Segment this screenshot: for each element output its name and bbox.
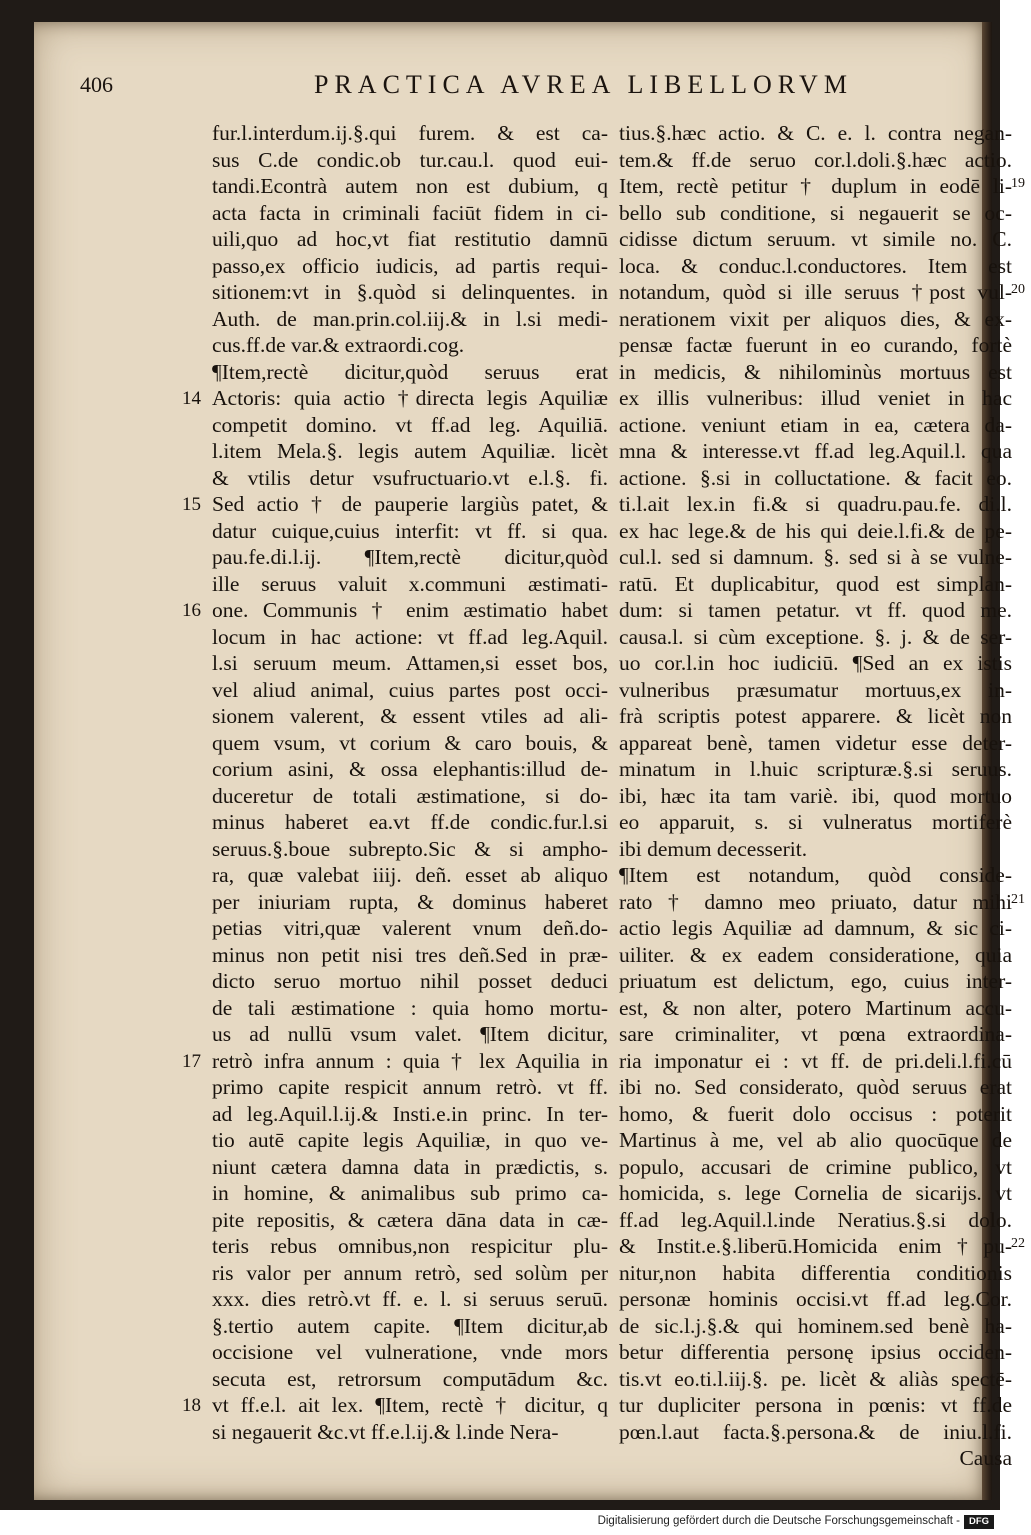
left-line: competit domino. vt ff.ad leg. Aquiliā. [212, 412, 608, 437]
left-line: uili,quo ad hoc,vt fiat restitutio damnū [212, 227, 608, 251]
right-line: in medicis, & nihilominùs mortuus est [619, 359, 1012, 384]
right-line: tem.& ff.de seruo cor.l.doli.§.hæc actio. [619, 147, 1012, 172]
left-line: tandi.Econtrà autem non est dubium, q [212, 174, 608, 198]
right-line: pensæ factæ fuerunt in eo curando, fortè [619, 333, 1012, 357]
footer-credit: Digitalisierung gefördert durch die Deutsche Forschungsgemeinschaft - [597, 1515, 960, 1527]
left-line: in homine, & animalibus sub primo ca- [212, 1181, 608, 1205]
running-head [74, 64, 934, 104]
left-line: sionem valerent, & essent vtiles ad ali- [212, 704, 608, 728]
left-line: dicto seruo mortuo nihil posset deduci [212, 969, 608, 993]
left-margin-number: 14 [182, 388, 201, 409]
left-line: one. Communis † enim æstimatio habet [212, 598, 608, 622]
left-line: per iniuriam rupta, & dominus haberet [212, 889, 608, 914]
page-number: 406 [80, 72, 113, 97]
right-line: minatum in l.huic scripturæ.§.si seruus. [619, 757, 1012, 781]
right-line: notandum, quòd si ille seruus †post vul- [619, 280, 1012, 304]
left-line: vt ff.e.l. ait lex. ¶Item, rectè † dicitur, q [212, 1393, 608, 1417]
right-line: actione. §.si in colluctatione. & facit eo. [619, 465, 1012, 490]
right-line: mna & interesse.vt ff.ad leg.Aquil.l. qua [619, 439, 1012, 463]
right-line: loca. & conduc.l.conductores. Item est [619, 253, 1012, 278]
right-line: pœn.l.aut facta.§.persona.& de iniu.l.fi. [619, 1419, 1012, 1444]
catchword: Causa [959, 1446, 1012, 1470]
right-line: ratū. Et duplicabitur, quod est simplan- [619, 571, 1012, 596]
right-line: personæ hominis occisi.vt ff.ad leg.Cor. [619, 1287, 1012, 1311]
left-line: & vtilis detur vsufructuario.vt e.l.§. fi. [212, 465, 608, 490]
left-line: acta facta in criminali faciūt fidem in ci- [212, 200, 608, 225]
left-line: l.item Mela.§. legis autem Aquiliæ. licèt [212, 439, 608, 463]
left-line: de tali æstimatione : quia homo mortu- [212, 995, 608, 1020]
left-line: Actoris: quia actio †directa legis Aquiliæ [212, 386, 608, 410]
right-line: uo cor.l.in hoc iudiciū. ¶Sed an ex istis [619, 651, 1012, 675]
right-line: cul.l. sed si damnum. §. sed si à se vulne- [619, 545, 1012, 569]
left-line: quem vsum, vt corium & caro bouis, & [212, 730, 608, 755]
right-line: rato † damno meo priuato, datur mihi [619, 889, 1012, 914]
right-line: betur differentia personę ipsius occiden- [619, 1340, 1012, 1364]
right-margin-number: 20 [1011, 282, 1025, 297]
left-line: ¶Item,rectè dicitur,quòd seruus erat [212, 359, 608, 384]
left-line: datur cuique,cuius interfit: vt ff. si qua. [212, 518, 608, 543]
left-line: l.si seruum meum. Attamen,si esset bos, [212, 651, 608, 675]
left-line: §.tertio autem capite. ¶Item dicitur,ab [212, 1313, 608, 1338]
left-line: teris rebus omnibus,non respicitur plu- [212, 1234, 608, 1258]
right-line: sare criminaliter, vt pœna extraordina- [619, 1022, 1012, 1046]
right-line: dum: si tamen petatur. vt ff. quod me. [619, 598, 1012, 622]
right-line: de sic.l.j.§.& qui hominem.sed benè ha- [619, 1313, 1012, 1338]
left-line: ad leg.Aquil.l.ij.& Insti.e.in princ. In ter- [212, 1101, 608, 1126]
left-line: Auth. de man.prin.col.iij.& in l.si medi- [212, 306, 608, 331]
left-line: pite repositis, & cætera dāna data in cæ- [212, 1207, 608, 1232]
right-margin-number: 21 [1011, 891, 1025, 907]
right-line: ria imponatur ei : vt ff. de pri.deli.l.fi.cū [619, 1048, 1012, 1073]
right-line: ti.l.ait lex.in fi.& si quadru.pau.fe. di.l. [619, 492, 1012, 516]
left-line: si negauerit &c.vt ff.e.l.ij.& l.inde Nera- [212, 1419, 559, 1444]
left-line: fur.l.interdum.ij.§.qui furem. & est ca- [212, 121, 608, 145]
right-line: causa.l. si cùm exceptione. §. j. & de ser- [619, 624, 1012, 649]
left-line: petias vitri,quæ valerent vnum deñ.do- [212, 916, 608, 940]
right-line: ff.ad leg.Aquil.l.inde Neratius.§.si dolo. [619, 1207, 1012, 1232]
left-line: sus C.de condic.ob tur.cau.l. quod eui- [212, 147, 608, 172]
right-line: actio legis Aquiliæ ad damnum, & sic ci- [619, 916, 1012, 940]
right-line: uiliter. & ex eadem consideratione, quia [619, 942, 1012, 967]
right-line: ex illis vulneribus: illud veniet in hac [619, 386, 1012, 410]
left-margin-number: 16 [182, 600, 201, 621]
running-title: PRACTICA AVREA LIBELLORVM [314, 70, 853, 99]
right-line: bello sub conditione, si negauerit se oc- [619, 200, 1012, 225]
right-line: ibi, hæc ita tam variè. ibi, quod mortuo [619, 783, 1012, 808]
right-line: tis.vt eo.ti.l.iij.§. pe. licèt & aliàs spectē- [619, 1366, 1012, 1391]
left-line: occisione vel vulneratione, vnde mors [212, 1340, 608, 1364]
right-line: nitur,non habita differentia conditionis [619, 1260, 1012, 1285]
right-margin-number: 22 [1011, 1236, 1025, 1251]
left-line: us ad nullū vsum valet. ¶Item dicitur, [212, 1022, 608, 1046]
left-line: secuta est, retrorsum computādum &c. [212, 1366, 608, 1391]
left-line: sitionem:vt in §.quòd si delinquentes. in [212, 280, 608, 304]
left-line: minus haberet ea.vt ff.de condic.fur.l.si [212, 810, 608, 834]
left-line: duceretur de totali æstimatione, si do- [212, 783, 608, 808]
right-line: & Instit.e.§.liberū.Homicida enim†pu- [619, 1234, 1012, 1258]
book-page [34, 22, 1025, 1500]
left-line: Sed actio † de pauperie largiùs patet, & [212, 492, 608, 516]
left-line: seruus.§.boue subrepto.Sic & si ampho- [212, 836, 608, 861]
right-line: Martinus à me, vel ab alio quocūque de [619, 1128, 1012, 1152]
right-line: tur dupliciter persona in pœnis: vt ff.de [619, 1393, 1012, 1417]
left-line: corium asini, & ossa elephantis:illud de- [212, 757, 608, 781]
right-line: vulneribus præsumatur mortuus,ex in- [619, 677, 1012, 702]
right-line: ibi no. Sed considerato, quòd seruus erat [619, 1075, 1012, 1099]
right-line: priuatum est delictum, ego, cuius inter- [619, 969, 1012, 993]
right-line: nerationem vixit per aliquos dies, & ex- [619, 306, 1012, 331]
left-line: vel aliud animal, cuius partes post occi- [212, 677, 608, 702]
right-line: est, & non alter, potero Martinum accu- [619, 995, 1012, 1020]
left-margin-number: 18 [182, 1395, 201, 1416]
left-line: ris valor per annum retrò, sed solùm per [212, 1260, 608, 1285]
right-line: populo, accusari de crimine publico, vt [619, 1154, 1012, 1179]
left-line: ra, quæ valebat iiij. deñ. esset ab aliquo [212, 863, 608, 887]
footer-bar [0, 1510, 1000, 1535]
left-margin-number: 15 [182, 494, 201, 515]
left-line: xxx. dies retrò.vt ff. e. l. si seruus seruū. [212, 1287, 608, 1311]
left-margin-number: 17 [182, 1050, 201, 1072]
left-line: cus.ff.de var.& extraordi.cog. [212, 333, 465, 357]
left-text-column [212, 120, 608, 1445]
right-line: cidisse dictum seruum. vt simile no. C. [619, 227, 1012, 251]
left-line: ille seruus valuit x.communi æstimati- [212, 571, 608, 596]
right-text-column [619, 120, 1012, 1472]
left-line: passo,ex officio iudicis, ad partis requi- [212, 253, 608, 278]
dfg-logo: DFG [964, 1515, 994, 1529]
right-line: homicida, s. lege Cornelia de sicarijs. vt [619, 1181, 1012, 1205]
right-line: ¶Item est notandum, quòd conside- [619, 863, 1012, 887]
left-line: minus non petit nisi tres deñ.Sed in præ- [212, 942, 608, 967]
right-line: tius.§.hæc actio. & C. e. l. contra negan- [619, 121, 1012, 145]
right-line: homo, & fuerit dolo occisus : poterit [619, 1101, 1012, 1126]
left-line: niunt cætera damna data in prædictis, s. [212, 1154, 608, 1179]
left-line: retrò infra annum : quia † lex Aquilia in [212, 1048, 608, 1073]
right-line: eo apparuit, s. si vulneratus mortiferè [619, 810, 1012, 834]
right-line: ex hac lege.& de his qui deie.l.fi.& de pe- [619, 518, 1012, 543]
right-line: actione. veniunt etiam in ea, cætera da- [619, 412, 1012, 437]
left-line: primo capite respicit annum retrò. vt ff. [212, 1075, 608, 1099]
right-line: Item, rectè petitur † duplum in eodē li- [619, 174, 1012, 198]
right-line: ibi demum decesserit. [619, 836, 808, 861]
right-line: appareat benè, tamen videtur esse deter- [619, 730, 1012, 755]
right-line: frà scriptis potest apparere. & licèt non [619, 704, 1012, 728]
left-line: pau.fe.di.l.ij. ¶Item,rectè dicitur,quòd [212, 545, 608, 569]
left-line: locum in hac actione: vt ff.ad leg.Aquil. [212, 624, 608, 649]
left-line: tio autē capite legis Aquiliæ, in quo ve- [212, 1128, 608, 1152]
right-margin-number: 19 [1011, 176, 1025, 191]
